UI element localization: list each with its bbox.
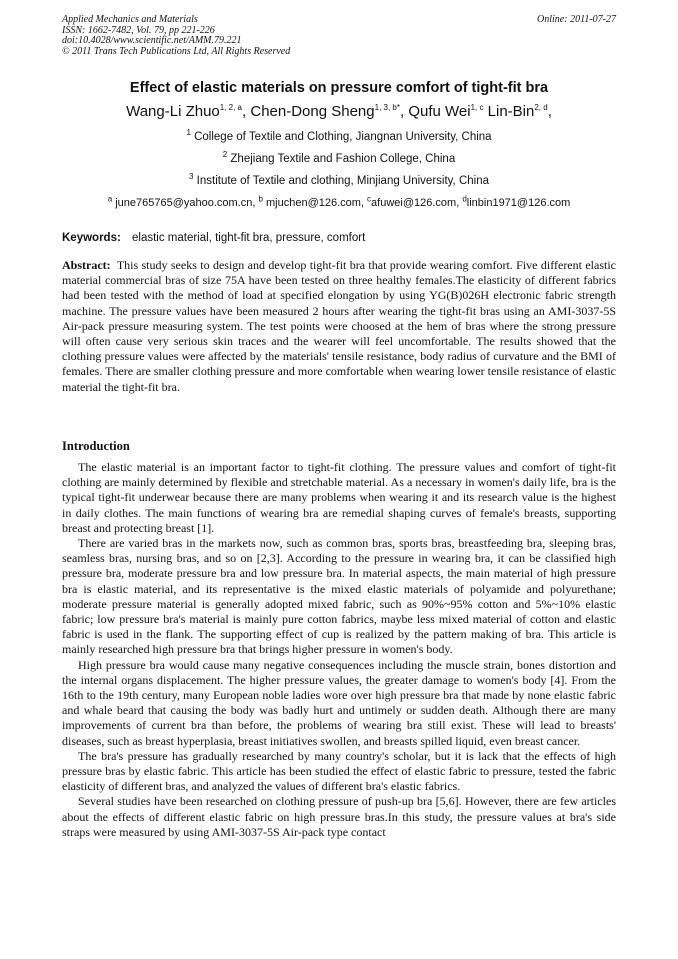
email-address: afuwei@126.com, bbox=[371, 197, 463, 209]
introduction-body bbox=[62, 460, 616, 840]
introduction-heading: Introduction bbox=[62, 439, 130, 453]
keywords-label: Keywords: bbox=[62, 232, 121, 244]
email-superscript: c bbox=[367, 194, 372, 204]
affiliation-1 bbox=[0, 128, 678, 143]
journal-doi: doi:10.4028/www.scientific.net/AMM.79.221 bbox=[62, 35, 242, 46]
author-superscript: 1, 3, b* bbox=[374, 103, 400, 112]
affiliation-superscript: 2 bbox=[222, 150, 228, 160]
author-separator: , bbox=[547, 103, 552, 120]
author-name: Wang-Li Zhuo bbox=[126, 103, 220, 120]
email-address: mjuchen@126.com, bbox=[266, 197, 368, 209]
author-name: Lin-Bin bbox=[487, 103, 535, 120]
abstract-label: Abstract: bbox=[62, 258, 111, 272]
email-superscript: d bbox=[462, 194, 467, 204]
author-separator: , bbox=[242, 103, 251, 120]
paragraph: The bra's pressure has gradually researched by many country's scholar, but it is lack that the effects of high pressure bras by elastic fabric. This article has been studied the effect of elastic fabric to pressure, tested the fabric elasticity of different bras, and analyzed the values of different bra's elastic fabrics. bbox=[62, 748, 616, 794]
author-emails bbox=[0, 194, 678, 209]
author-list bbox=[0, 103, 678, 120]
email-address: june765765@yahoo.com.cn, bbox=[115, 197, 259, 209]
abstract-section bbox=[62, 258, 616, 395]
journal-name: Applied Mechanics and Materials bbox=[62, 14, 198, 25]
affiliation-text: Zhejiang Textile and Fashion College, China bbox=[230, 153, 456, 165]
paragraph: There are varied bras in the markets now, such as common bras, sports bras, breastfeeding bra, sleeping bras, seamless bras, nursing bras, and so on [2,3]. According to the pressure in wearing bra, it can be classified high pressure bra, moderate pressure bra and low pressure bra. In material aspects, the main material of high pressure bra is elastic material, and its representative is the mixed elastic materials of polyamide and polyurethane; moderate pressure material is generally adopted mixed fabric, such as 90%~95% cotton and 5%~10% elastic fabric; low pressure bra's material is mainly pure cotton fabrics, maybe less mixed material of cotton and elastic fabric is used in the flank. The supporting effect of cup is realized by the pattern making of bra. This article is mainly researched high pressure bra that brings higher pressure in women's body. bbox=[62, 536, 616, 657]
keywords-text: elastic material, tight-fit bra, pressure, comfort bbox=[132, 232, 366, 244]
journal-header bbox=[62, 15, 616, 57]
paragraph: High pressure bra would cause many negative consequences including the muscle strain, bones distortion and the internal organs displacement. The higher pressure values, the greater damage to women's body [4]. From the 16th to the 19th century, many European noble ladies wore over high pressure bra that made by none elastic fabric and whale beard that causing the body was badly hurt and untimely or sudden death. Although there are many improvements of current bra than before, the problems of wearing bra still exist. These will lead to breasts' diseases, such as breast hyperplasia, breast initiatives swollen, and breasts spilled liquid, even breast cancer. bbox=[62, 657, 616, 748]
online-date: Online: 2011-07-27 bbox=[537, 14, 616, 25]
author-superscript: 2, d bbox=[534, 103, 548, 112]
affiliation-text: College of Textile and Clothing, Jiangnan University, China bbox=[194, 131, 492, 143]
email-superscript: a bbox=[107, 194, 113, 204]
paragraph: The elastic material is an important factor to tight-fit clothing. The pressure values and comfort of tight-fit clothing are mainly determined by flexible and stretchable material. As a necessary in women's daily life, bra is the typical tight-fit underwear because there are many problems when wearing it and its research value is the highest in daily clothes. The main functions of wearing bra are remedial shaping curves of female's breasts, supporting breast and protecting breast [1]. bbox=[62, 460, 616, 535]
affiliation-text: Institute of Textile and clothing, Minjiang University, China bbox=[196, 175, 489, 187]
author-superscript: 1, c bbox=[470, 103, 484, 112]
paper-title: Effect of elastic materials on pressure comfort of tight-fit bra bbox=[129, 80, 549, 96]
author-separator: , bbox=[399, 103, 409, 120]
author-name: Qufu Wei bbox=[408, 103, 471, 120]
author-name: Chen-Dong Sheng bbox=[250, 103, 375, 120]
keywords-section bbox=[62, 232, 616, 244]
author-superscript: 1, 2, a bbox=[219, 103, 243, 112]
journal-copyright: © 2011 Trans Tech Publications Ltd, All Rights Reserved bbox=[62, 45, 291, 57]
email-superscript: b bbox=[258, 194, 263, 204]
affiliation-3 bbox=[0, 172, 678, 187]
email-address: linbin1971@126.com bbox=[466, 197, 571, 209]
affiliation-superscript: 1 bbox=[186, 128, 191, 138]
affiliation-2 bbox=[0, 150, 678, 165]
paragraph: Several studies have been researched on clothing pressure of push-up bra [5,6]. However, there are few articles about the effects of different elastic fabric on high pressure bras.In this study, the pressure values at bra's side straps were measured by using AMI-3037-5S Air-pack type contact bbox=[62, 794, 616, 839]
affiliation-superscript: 3 bbox=[189, 172, 194, 182]
journal-issn: ISSN: 1662-7482, Vol. 79, pp 221-226 bbox=[62, 24, 215, 36]
abstract-text: This study seeks to design and develop tight-fit bra that provide wearing comfort. Five different elastic material commercial bras of size 75A have been tested on three healthy females.The elasticity of different fabrics had been tested with the method of load at specified elongation by using YG(B)026H electronic fabric strength machine. The pressure values have been measured 2 hours after wearing the tight-fit bras using an AMI-3037-5S Air-pack pressure measuring system. The test points were choosed at the hem of bras where the strong pressure will often cause very serious skin traces and the wearer will feel uncomfortable. The results showed that the clothing pressure values were affected by the materials' tensile resistance, body radius of curvature and the BMI of females. There are smaller clothing pressure and more comfortable when wearing lower tensile resistance of elastic material the tight-fit bra. bbox=[62, 258, 616, 394]
